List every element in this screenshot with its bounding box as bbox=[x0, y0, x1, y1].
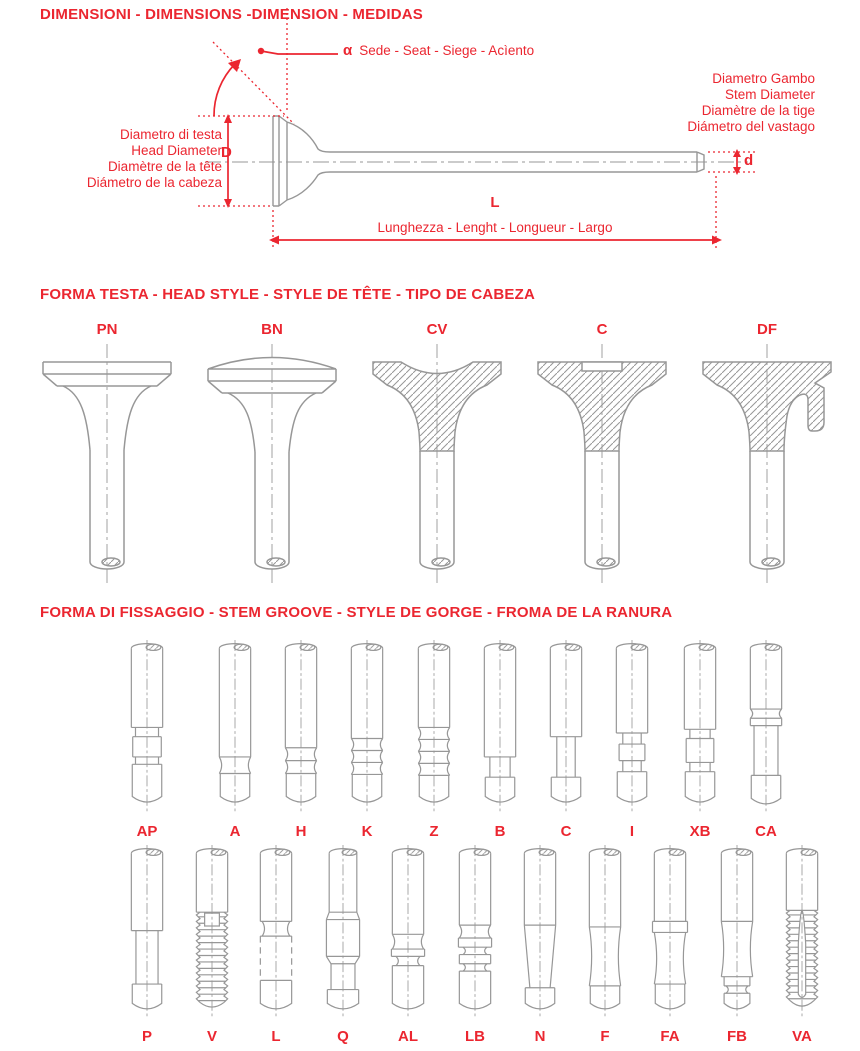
stem-groove-drawing-H bbox=[266, 637, 336, 817]
stem-groove-figure-B bbox=[465, 637, 535, 840]
alpha-symbol: α bbox=[343, 42, 353, 59]
length-label: Lunghezza - Lenght - Longueur - Largo bbox=[377, 220, 613, 235]
stem-groove-label: AP bbox=[136, 823, 158, 840]
stem-groove-figure-Q bbox=[308, 842, 378, 1045]
stem-groove-figure-AL bbox=[373, 842, 443, 1045]
stem-groove-drawing-C bbox=[531, 637, 601, 817]
stem-groove-drawing-CA bbox=[731, 637, 801, 817]
stem-groove-figure-V bbox=[177, 842, 247, 1045]
head-style-label: PN bbox=[96, 321, 118, 338]
stem-groove-figure-FB bbox=[702, 842, 772, 1045]
seat-angle-text: Sede - Seat - Siege - Acìento bbox=[359, 43, 535, 58]
stem-groove-label: CA bbox=[755, 823, 777, 840]
stem-groove-figure-C bbox=[531, 637, 601, 840]
stem-groove-label: N bbox=[534, 1028, 546, 1045]
stem-groove-figure-L bbox=[241, 842, 311, 1045]
stem-groove-drawing-A bbox=[200, 637, 270, 817]
stem-groove-label: AL bbox=[398, 1028, 418, 1045]
stem-groove-drawing-V bbox=[177, 842, 247, 1022]
stem-diameter-line: Diamètre de la tige bbox=[701, 103, 815, 118]
stem-groove-figure-VA bbox=[767, 842, 837, 1045]
stem-groove-drawing-FB bbox=[702, 842, 772, 1022]
stem-groove-label: Q bbox=[337, 1028, 349, 1045]
stem-groove-drawing-FA bbox=[635, 842, 705, 1022]
stem-diameter-line: Stem Diameter bbox=[724, 87, 815, 102]
head-diameter-line: Diamètre de la tête bbox=[107, 159, 222, 174]
head-style-label: CV bbox=[426, 321, 448, 338]
stem-groove-drawing-P bbox=[112, 842, 182, 1022]
dim-D-label: D bbox=[221, 144, 232, 161]
stem-groove-drawing-AP bbox=[112, 637, 182, 817]
stem-groove-drawing-F bbox=[570, 842, 640, 1022]
stem-groove-label: V bbox=[206, 1028, 217, 1045]
stem-diameter-label bbox=[615, 71, 815, 135]
stem-groove-drawing-K bbox=[332, 637, 402, 817]
stem-groove-drawing-VA bbox=[767, 842, 837, 1022]
stem-groove-drawing-Z bbox=[399, 637, 469, 817]
stem-groove-label: FA bbox=[660, 1028, 680, 1045]
stem-groove-label: Z bbox=[429, 823, 439, 840]
head-style-figure-BN bbox=[192, 321, 352, 593]
stem-groove-drawing-L bbox=[241, 842, 311, 1022]
head-diameter-line: Head Diameter bbox=[131, 143, 222, 158]
head-diameter-line: Diámetro de la cabeza bbox=[86, 175, 222, 190]
head-style-label: DF bbox=[757, 321, 777, 338]
stem-groove-figure-N bbox=[505, 842, 575, 1045]
stem-groove-label: B bbox=[494, 823, 506, 840]
stem-groove-figure-K bbox=[332, 637, 402, 840]
stem-groove-drawing-XB bbox=[665, 637, 735, 817]
stem-groove-label: C bbox=[560, 823, 572, 840]
stem-groove-figure-FA bbox=[635, 842, 705, 1045]
head-style-drawing-BN bbox=[192, 338, 352, 588]
stem-groove-figure-AP bbox=[112, 637, 182, 840]
stem-groove-label: L bbox=[271, 1028, 281, 1045]
stem-groove-figure-LB bbox=[440, 842, 510, 1045]
head-style-label: C bbox=[596, 321, 608, 338]
head-style-drawing-DF bbox=[687, 338, 847, 588]
dim-d-label: d bbox=[744, 152, 754, 169]
stem-groove-label: VA bbox=[792, 1028, 812, 1045]
stem-groove-label: A bbox=[229, 823, 241, 840]
stem-groove-figure-I bbox=[597, 637, 667, 840]
stem-groove-drawing-AL bbox=[373, 842, 443, 1022]
stem-groove-drawing-Q bbox=[308, 842, 378, 1022]
stem-diameter-line: Diametro Gambo bbox=[712, 71, 815, 86]
stem-groove-figure-H bbox=[266, 637, 336, 840]
head-style-label: BN bbox=[261, 321, 283, 338]
stem-groove-drawing-I bbox=[597, 637, 667, 817]
stem-groove-figure-CA bbox=[731, 637, 801, 840]
head-styles-title: FORMA TESTA - HEAD STYLE - STYLE DE TÊTE - TIPO DE CABEZA bbox=[40, 286, 536, 303]
dimensions-title: DIMENSIONI - DIMENSIONS -DIMENSION - MEDIDAS bbox=[40, 6, 423, 23]
stem-groove-drawing-N bbox=[505, 842, 575, 1022]
seat-angle-label bbox=[343, 43, 534, 59]
stem-groove-drawing-B bbox=[465, 637, 535, 817]
stem-groove-figure-Z bbox=[399, 637, 469, 840]
stem-groove-label: H bbox=[295, 823, 307, 840]
head-diameter-label bbox=[42, 127, 222, 191]
head-style-drawing-C bbox=[522, 338, 682, 588]
head-style-figure-PN bbox=[27, 321, 187, 593]
stem-groove-label: LB bbox=[465, 1028, 485, 1045]
stem-diameter-line: Diámetro del vastago bbox=[687, 119, 815, 134]
head-style-figure-CV bbox=[357, 321, 517, 593]
stem-groove-label: P bbox=[141, 1028, 152, 1045]
stem-groove-drawing-LB bbox=[440, 842, 510, 1022]
stem-groove-label: FB bbox=[727, 1028, 747, 1045]
stem-groove-label: K bbox=[361, 823, 373, 840]
stem-grooves-title: FORMA DI FISSAGGIO - STEM GROOVE - STYLE DE GORGE - FROMA DE LA RANURA bbox=[40, 604, 673, 621]
dim-L-label: L bbox=[490, 194, 500, 211]
head-diameter-line: Diametro di testa bbox=[119, 127, 222, 142]
head-style-drawing-PN bbox=[27, 338, 187, 588]
stem-groove-label: I bbox=[629, 823, 635, 840]
stem-groove-figure-F bbox=[570, 842, 640, 1045]
stem-groove-label: F bbox=[600, 1028, 610, 1045]
head-style-figure-C bbox=[522, 321, 682, 593]
stem-groove-figure-P bbox=[112, 842, 182, 1045]
stem-groove-label: XB bbox=[689, 823, 711, 840]
head-style-figure-DF bbox=[687, 321, 847, 593]
head-style-drawing-CV bbox=[357, 338, 517, 588]
stem-groove-figure-XB bbox=[665, 637, 735, 840]
stem-groove-figure-A bbox=[200, 637, 270, 840]
